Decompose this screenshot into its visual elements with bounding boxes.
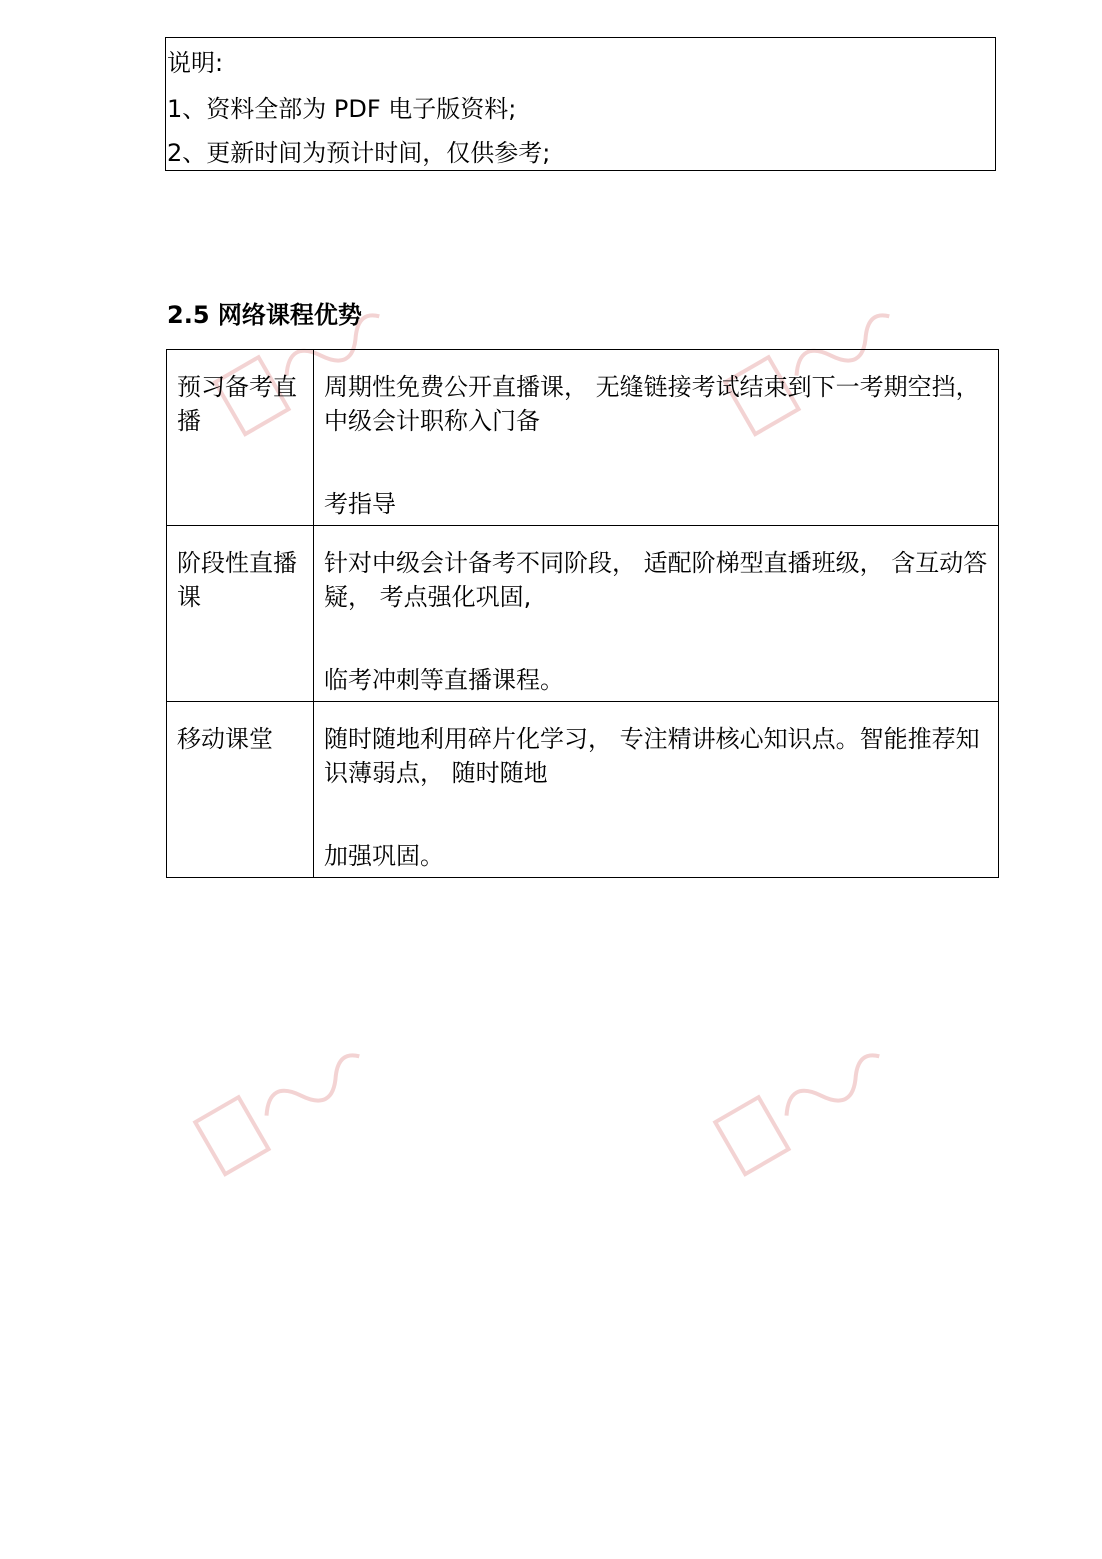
section-title: 2.5 网络课程优势: [167, 301, 362, 329]
row-description-tail: 加强巩固。: [324, 842, 444, 870]
row-description-main: 针对中级会计备考不同阶段， 适配阶梯型直播班级， 含互动答疑， 考点强化巩固,: [324, 549, 988, 611]
row-description-main: 周期性免费公开直播课， 无缝链接考试结束到下一考期空挡， 中级会计职称入门备: [324, 373, 980, 435]
row-description-tail: 临考冲刺等直播课程。: [324, 666, 564, 694]
table-row: [167, 702, 999, 878]
row-description-tail: 考指导: [324, 490, 396, 518]
row-label: 阶段性直播课: [167, 526, 314, 702]
advantages-table: [166, 349, 999, 878]
notes-heading: 说明:: [167, 49, 224, 77]
notes-item-1: 1、资料全部为 PDF 电子版资料;: [167, 95, 517, 123]
notes-box: [165, 37, 996, 171]
watermark-logo: [180, 1030, 410, 1180]
row-description-main: 随时随地利用碎片化学习， 专注精讲核心知识点。智能推荐知识薄弱点， 随时随地: [324, 725, 980, 787]
watermark-logo: [700, 1030, 930, 1180]
table-row: [167, 526, 999, 702]
row-description: [314, 526, 999, 702]
row-label: 预习备考直播: [167, 350, 314, 526]
notes-item-2: 2、更新时间为预计时间，仅供参考;: [167, 139, 551, 167]
row-description: [314, 350, 999, 526]
table-row: [167, 350, 999, 526]
row-label: 移动课堂: [167, 702, 314, 878]
row-description: [314, 702, 999, 878]
